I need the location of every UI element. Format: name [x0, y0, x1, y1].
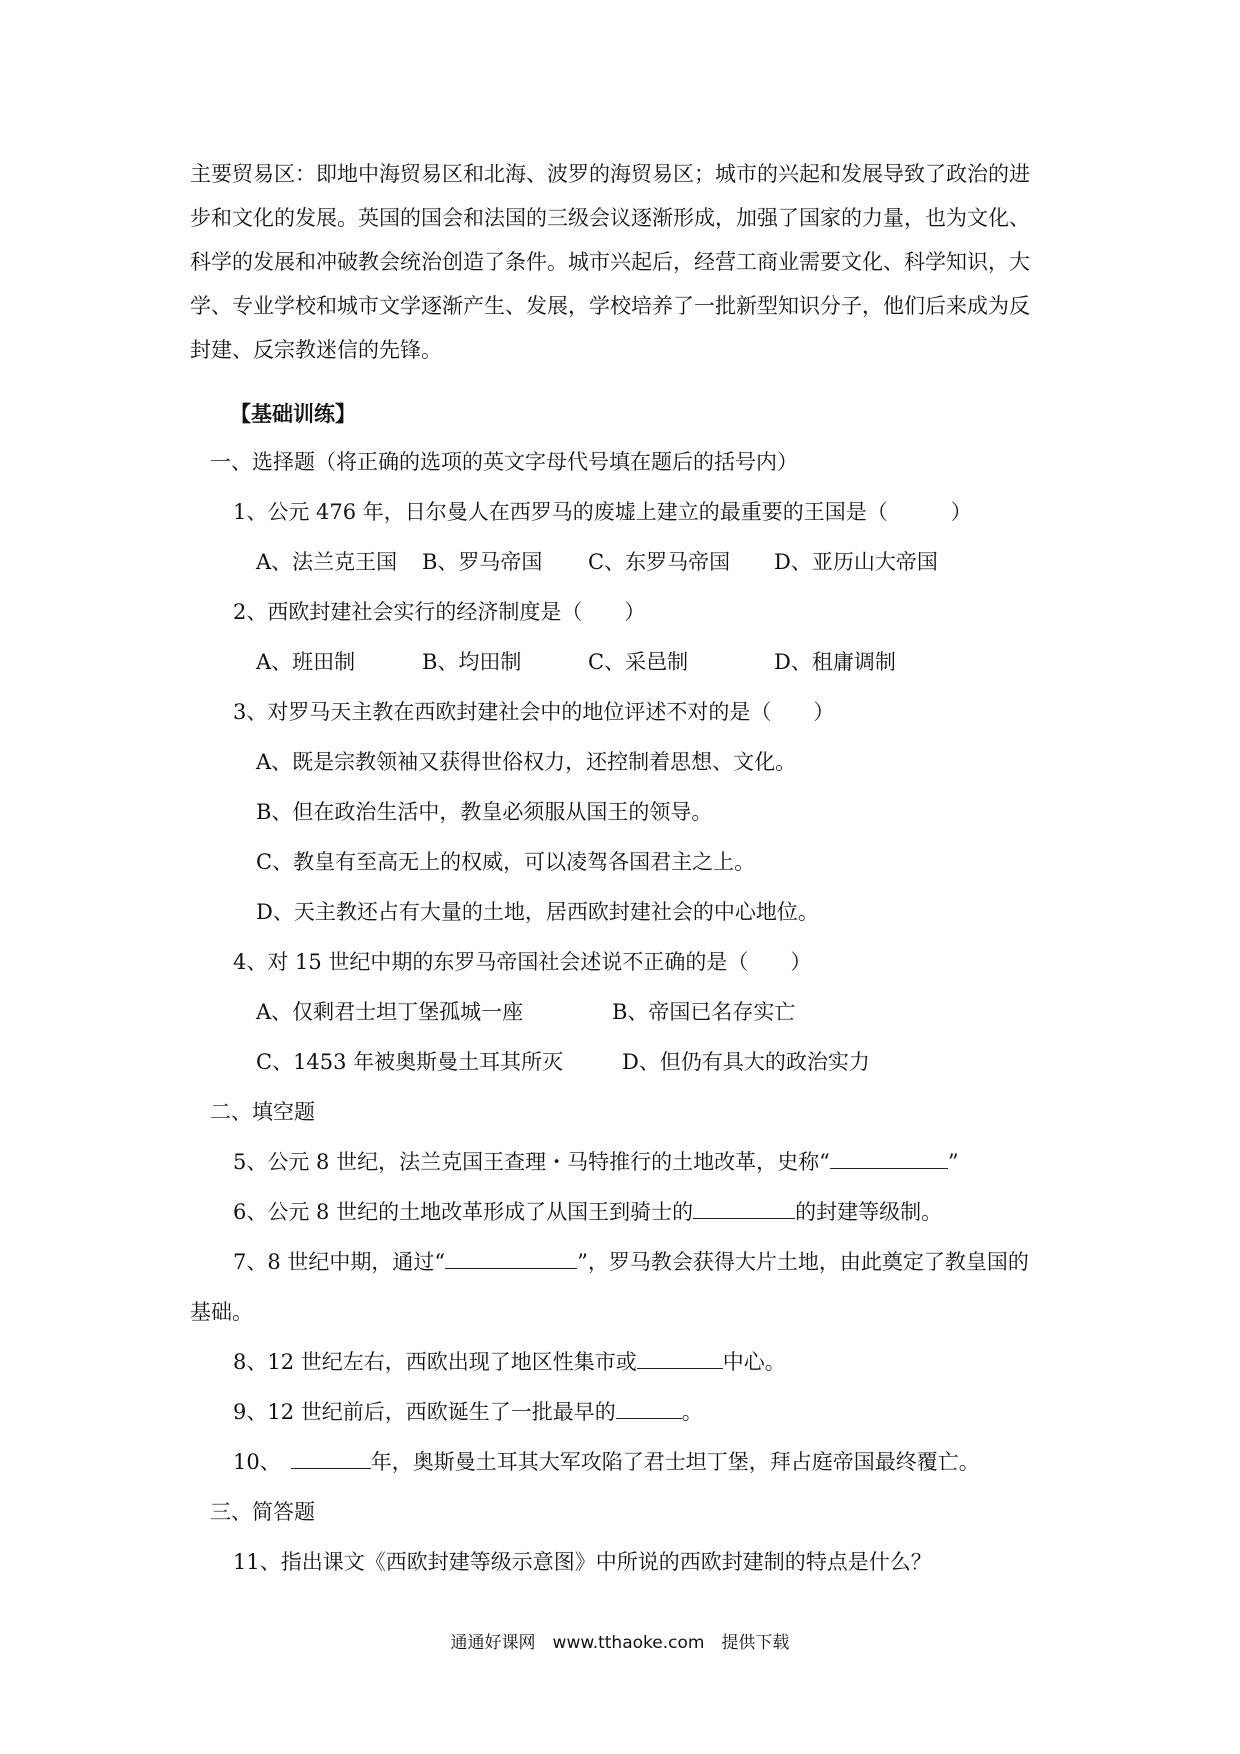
q8-text-before: 8、12 世纪左右，西欧出现了地区性集市或	[233, 1350, 637, 1374]
question-4: 4、对 15 世纪中期的东罗马帝国社会述说不正确的是（ ）	[233, 950, 812, 974]
page-footer: 通通好课网 www.tthaoke.com 提供下载	[450, 1633, 790, 1653]
question-2-options	[256, 646, 896, 678]
q4-option-b: B、帝国已名存实亡	[612, 1000, 796, 1024]
question-10	[233, 1446, 980, 1478]
q9-text-after: 。	[681, 1400, 703, 1424]
intro-line-4: 学、专业学校和城市文学逐渐产生、发展，学校培养了一批新型知识分子，他们后来成为反	[190, 294, 1030, 318]
q1-option-a: A、法兰克王国	[256, 550, 398, 574]
section-basic-training: 【基础训练】	[230, 401, 356, 426]
question-7-continuation: 基础。	[190, 1300, 253, 1324]
q4-option-a: A、仅剩君士坦丁堡孤城一座	[256, 1000, 524, 1024]
q2-option-c: C、采邑制	[588, 650, 689, 674]
q2-option-b: B、均田制	[422, 650, 522, 674]
part3-heading: 三、简答题	[210, 1500, 315, 1524]
q2-option-a: A、班田制	[256, 650, 356, 674]
q2-option-d: D、租庸调制	[774, 650, 896, 674]
question-2: 2、西欧封建社会实行的经济制度是（ ）	[233, 600, 646, 624]
question-11: 11、指出课文《西欧封建等级示意图》中所说的西欧封建制的特点是什么？	[233, 1550, 932, 1574]
q5-text-before: 5、公元 8 世纪，法兰克国王查理・马特推行的土地改革，史称“	[233, 1150, 830, 1174]
q10-blank[interactable]	[291, 1446, 371, 1469]
question-9	[233, 1396, 703, 1428]
question-5	[233, 1146, 959, 1178]
q3-option-c: C、教皇有至高无上的权威，可以凌驾各国君主之上。	[256, 850, 756, 874]
question-8	[233, 1346, 786, 1378]
question-4-options-row2	[256, 1046, 870, 1078]
q4-option-d: D、但仍有具大的政治实力	[622, 1050, 870, 1074]
intro-line-5: 封建、反宗教迷信的先锋。	[190, 338, 442, 362]
q6-blank[interactable]	[693, 1196, 795, 1219]
q1-option-b: B、罗马帝国	[422, 550, 543, 574]
question-4-options-row1	[256, 996, 795, 1028]
q1-option-d: D、亚历山大帝国	[774, 550, 938, 574]
q10-text-after: 年，奥斯曼土耳其大军攻陷了君士坦丁堡，拜占庭帝国最终覆亡。	[370, 1450, 980, 1474]
q6-text-before: 6、公元 8 世纪的土地改革形成了从国王到骑士的	[233, 1200, 694, 1224]
q8-text-after: 中心。	[722, 1350, 786, 1374]
q4-option-c: C、1453 年被奥斯曼土耳其所灭	[256, 1050, 564, 1074]
q10-text-before: 10、	[233, 1450, 281, 1474]
intro-line-1: 主要贸易区：即地中海贸易区和北海、波罗的海贸易区；城市的兴起和发展导致了政治的进	[190, 162, 1030, 186]
part1-heading: 一、选择题（将正确的选项的英文字母代号填在题后的括号内）	[210, 450, 798, 474]
q1-option-c: C、东罗马帝国	[588, 550, 731, 574]
question-6	[233, 1196, 942, 1228]
intro-line-2: 步和文化的发展。英国的国会和法国的三级会议逐渐形成，加强了国家的力量，也为文化、	[190, 206, 1030, 230]
q3-option-a: A、既是宗教领袖又获得世俗权力，还控制着思想、文化。	[256, 750, 797, 774]
q7-text-before: 7、8 世纪中期，通过“	[233, 1250, 446, 1274]
q6-text-after: 的封建等级制。	[795, 1200, 943, 1224]
question-7	[233, 1246, 1029, 1278]
q3-option-d: D、天主教还占有大量的土地，居西欧封建社会的中心地位。	[256, 900, 819, 924]
q8-blank[interactable]	[637, 1346, 723, 1369]
part2-heading: 二、填空题	[210, 1100, 315, 1124]
q5-text-after: ”	[947, 1150, 959, 1174]
q7-blank[interactable]	[445, 1246, 577, 1269]
question-1: 1、公元 476 年，日尔曼人在西罗马的废墟上建立的最重要的王国是（ ）	[233, 500, 972, 524]
question-3: 3、对罗马天主教在西欧封建社会中的地位评述不对的是（ ）	[233, 700, 835, 724]
q9-blank[interactable]	[616, 1396, 682, 1419]
intro-line-3: 科学的发展和冲破教会统治创造了条件。城市兴起后，经营工商业需要文化、科学知识，大	[190, 250, 1030, 274]
q3-option-b: B、但在政治生活中，教皇必须服从国王的领导。	[256, 800, 713, 824]
question-1-options	[256, 546, 938, 578]
q5-blank[interactable]	[830, 1146, 948, 1169]
q9-text-before: 9、12 世纪前后，西欧诞生了一批最早的	[233, 1400, 616, 1424]
q7-text-after: ”，罗马教会获得大片土地，由此奠定了教皇国的	[577, 1250, 1029, 1274]
